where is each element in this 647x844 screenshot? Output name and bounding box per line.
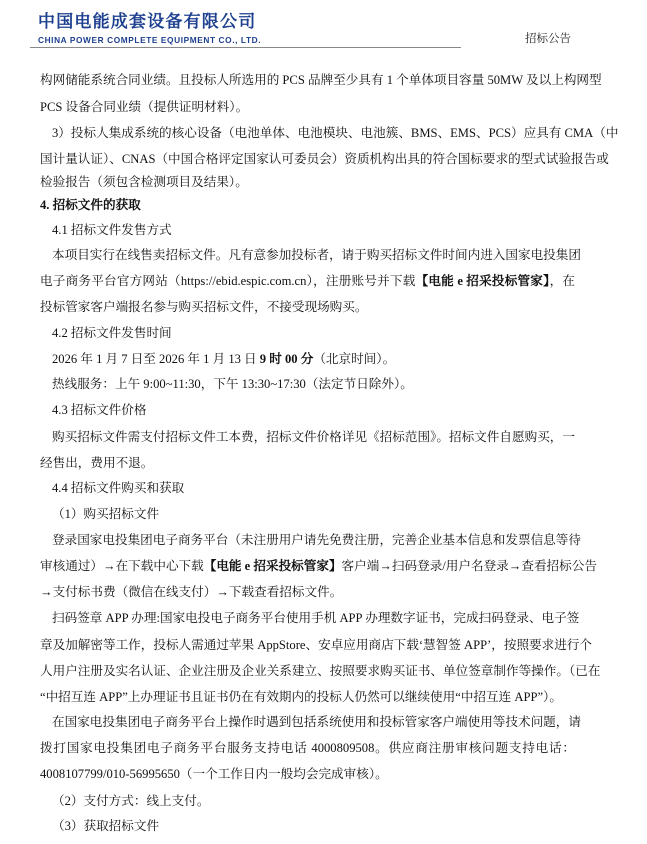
bold-text: 9 时 00 分 — [259, 352, 314, 366]
paragraph-line — [40, 174, 575, 190]
paragraph-line — [40, 584, 575, 600]
text-segment: 4.3 招标文件价格 — [52, 403, 147, 417]
paragraph-line — [40, 299, 575, 315]
paragraph-line — [40, 197, 575, 213]
paragraph-line — [52, 351, 575, 367]
paragraph-line — [40, 637, 593, 653]
text-segment: （北京时间）。 — [313, 352, 396, 366]
bold-text: 【电能 e 招采投标管家】 — [415, 274, 550, 288]
text-segment: 3）投标人集成系统的核心设备（电池单体、电池模块、电池簇、BMS、EMS、PCS）应具有 CMA（中 — [52, 126, 619, 140]
paragraph-line — [40, 740, 575, 756]
text-segment: 章及加解密等工作，投标人需通过苹果 AppStore、安卓应用商店下载‘慧智签 APP’，按照要求进行个 — [40, 638, 593, 652]
company-name-en: CHINA POWER COMPLETE EQUIPMENT CO., LTD. — [38, 35, 262, 45]
paragraph-line — [40, 151, 609, 167]
paragraph-line — [40, 689, 575, 705]
paragraph-line — [52, 610, 580, 626]
paragraph-line — [52, 714, 581, 730]
text-segment: （1）购买招标文件 — [52, 507, 160, 521]
paragraph-line — [52, 818, 575, 834]
bold-text: 4. 招标文件的获取 — [40, 198, 141, 212]
text-segment: PCS 设备合同业绩（提供证明材料）。 — [40, 100, 249, 114]
bold-text: 【电能 e 招采投标管家】 — [203, 559, 342, 573]
text-segment: 2026 年 1 月 7 日至 2026 年 1 月 13 日 — [52, 352, 260, 366]
text-segment: 本项目实行在线售卖招标文件。凡有意参加投标者，请于购买招标文件时间内进入国家电投集团 — [52, 248, 581, 262]
text-segment: 4.2 招标文件发售时间 — [52, 326, 172, 340]
text-segment: 热线服务：上午 9:00~11:30，下午 13:30~17:30（法定节日除外）。 — [52, 377, 413, 391]
text-segment: 登录国家电投集团电子商务平台（未注册用户请先免费注册，完善企业基本信息和发票信息等待 — [52, 533, 581, 547]
paragraph-line — [52, 125, 619, 141]
text-segment: ，在 — [549, 274, 576, 288]
paragraph-line — [40, 273, 575, 289]
text-segment: 国计量认证）、CNAS（中国合格评定国家认可委员会）资质机构出具的符合国标要求的型式试验报告或 — [40, 152, 609, 166]
paragraph-line — [52, 247, 581, 263]
text-segment: 电子商务平台官方网站（https://ebid.espic.com.cn），注册账号并下载 — [40, 274, 416, 288]
text-segment: 检验报告（须包含检测项目及结果）。 — [40, 175, 248, 189]
header-divider — [30, 47, 461, 48]
text-segment: 在国家电投集团电子商务平台上操作时遇到包括系统使用和投标管家客户端使用等技术问题，请 — [52, 715, 581, 729]
text-segment: （3）获取招标文件 — [52, 819, 160, 833]
paragraph-line — [52, 402, 575, 418]
paragraph-line — [40, 455, 575, 471]
text-segment: 构网储能系统合同业绩。且投标人所选用的 PCS 品牌至少具有 1 个单体项目容量 50MW 及以上构网型 — [40, 73, 602, 87]
paragraph-line — [40, 663, 601, 679]
text-segment: 客户端→扫码登录/用户名登录→查看招标公告 — [341, 559, 597, 573]
text-segment: “中招互连 APP”上办理证书且证书仍在有效期内的投标人仍然可以继续使用“中招互连 APP”）。 — [40, 690, 562, 704]
paragraph-line — [40, 766, 575, 782]
paragraph-line — [52, 480, 575, 496]
text-segment: （2）支付方式：线上支付。 — [52, 794, 210, 808]
paragraph-line — [52, 376, 575, 392]
paragraph-line — [52, 506, 575, 522]
paragraph-line — [40, 72, 602, 88]
text-segment: →支付标书费（微信在线支付）→下载查看招标文件。 — [40, 585, 343, 599]
text-segment: 审核通过）→在下载中心下载 — [40, 559, 204, 573]
text-segment: 经售出，费用不退。 — [40, 456, 154, 470]
text-segment: 投标管家客户端报名参与购买招标文件，不接受现场购买。 — [40, 300, 368, 314]
paragraph-line — [52, 222, 575, 238]
paragraph-line — [52, 532, 581, 548]
company-name-cn: 中国电能成套设备有限公司 — [38, 12, 257, 32]
text-segment: 拨打国家电投集团电子商务平台服务支持电话 4000809508。供应商注册审核问题支持电话： — [40, 741, 575, 755]
text-segment: 4008107799/010-56995650（一个工作日内一般均会完成审核）。 — [40, 767, 388, 781]
text-segment: 扫码签章 APP 办理:国家电投电子商务平台使用手机 APP 办理数字证书，完成扫码登录、电子签 — [52, 611, 580, 625]
document-type-label: 招标公告 — [525, 31, 571, 45]
text-segment: 4.4 招标文件购买和获取 — [52, 481, 185, 495]
paragraph-line — [52, 429, 575, 445]
paragraph-line — [52, 325, 575, 341]
paragraph-line — [52, 793, 575, 809]
text-segment: 购买招标文件需支付招标文件工本费，招标文件价格详见《招标范围》。招标文件自愿购买，一 — [52, 430, 575, 444]
paragraph-line — [40, 558, 597, 574]
paragraph-line — [40, 99, 575, 115]
text-segment: 4.1 招标文件发售方式 — [52, 223, 172, 237]
text-segment: 人用户注册及实名认证、企业注册及企业关系建立、按照要求购买证书、单位签章制作等操作。（已在 — [40, 664, 601, 678]
